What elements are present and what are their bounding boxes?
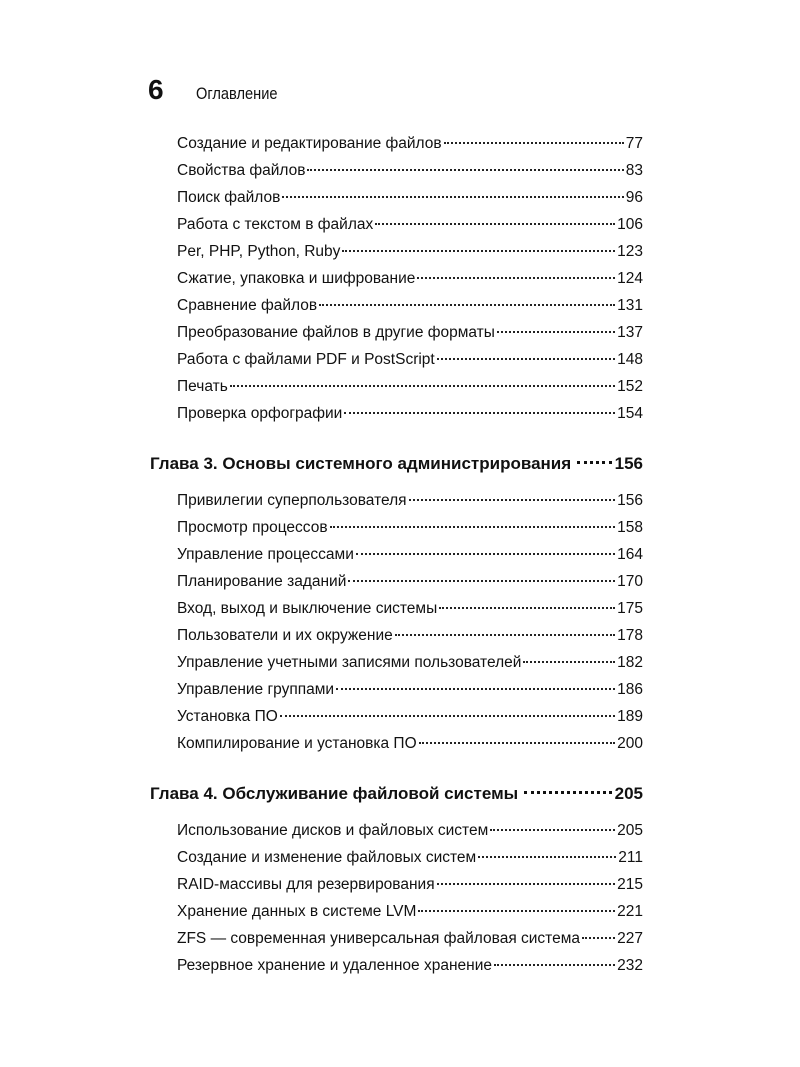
entry-title: Преобразование файлов в другие форматы xyxy=(177,324,495,341)
leader-dots xyxy=(375,222,615,225)
leader-dots xyxy=(577,460,611,464)
toc-entry[interactable] xyxy=(150,898,643,925)
entry-title: Работа с файлами PDF и PostScript xyxy=(177,351,435,368)
toc-entry[interactable] xyxy=(150,514,643,541)
entry-page-number: 148 xyxy=(617,351,643,368)
entry-page-number: 106 xyxy=(617,216,643,233)
toc-entry[interactable] xyxy=(150,676,643,703)
entry-title: Компилирование и установка ПО xyxy=(177,735,417,752)
entry-title: Работа с текстом в файлах xyxy=(177,216,374,233)
toc-entry[interactable] xyxy=(150,952,643,979)
entry-title: Резервное хранение и удаленное хранение xyxy=(177,957,492,974)
leader-dots xyxy=(437,357,615,360)
toc-entry[interactable] xyxy=(150,541,643,568)
toc-entry[interactable] xyxy=(150,487,643,514)
entry-page-number: 123 xyxy=(617,243,643,260)
toc-entry[interactable] xyxy=(150,184,643,211)
entry-page-number: 232 xyxy=(617,957,643,974)
entry-title: Хранение данных в системе LVM xyxy=(177,903,417,920)
entry-page-number: 175 xyxy=(617,600,643,617)
chapter-heading[interactable] xyxy=(150,777,643,811)
toc-entry[interactable] xyxy=(150,925,643,952)
chapter-heading[interactable] xyxy=(150,447,643,481)
leader-dots xyxy=(523,660,615,663)
entry-page-number: 215 xyxy=(617,876,643,893)
page-header xyxy=(148,74,291,106)
leader-dots xyxy=(490,828,615,831)
entry-page-number: 211 xyxy=(618,849,643,866)
toc-entry[interactable] xyxy=(150,265,643,292)
running-title: Оглавление xyxy=(196,84,278,103)
leader-dots xyxy=(307,168,623,171)
entry-title: Привилегии суперпользователя xyxy=(177,492,407,509)
leader-dots xyxy=(230,384,615,387)
entry-page-number: 189 xyxy=(617,708,643,725)
entry-title: Вход, выход и выключение системы xyxy=(177,600,438,617)
entry-title: Сравнение файлов xyxy=(177,297,318,314)
entry-page-number: 200 xyxy=(617,735,643,752)
entry-title: Управление процессами xyxy=(177,546,354,563)
entry-page-number: 156 xyxy=(617,492,643,509)
leader-dots xyxy=(478,855,616,858)
entry-title: Проверка орфографии xyxy=(177,405,343,422)
leader-dots xyxy=(342,249,615,252)
toc-entry[interactable] xyxy=(150,622,643,649)
leader-dots xyxy=(582,936,615,939)
leader-dots xyxy=(417,276,615,279)
entry-title: Управление группами xyxy=(177,681,335,698)
leader-dots xyxy=(282,195,623,198)
leader-dots xyxy=(280,714,615,717)
leader-dots xyxy=(524,790,611,794)
leader-dots xyxy=(336,687,615,690)
entry-page-number: 164 xyxy=(617,546,643,563)
toc-entry[interactable] xyxy=(150,319,643,346)
leader-dots xyxy=(494,963,615,966)
entry-title: Просмотр процессов xyxy=(177,519,328,536)
page-number: 6 xyxy=(148,74,164,105)
toc-entry[interactable] xyxy=(150,211,643,238)
toc-entry[interactable] xyxy=(150,817,643,844)
leader-dots xyxy=(330,525,616,528)
entry-page-number: 221 xyxy=(617,903,643,920)
toc-entry[interactable] xyxy=(150,703,643,730)
leader-dots xyxy=(356,552,615,555)
toc-entry[interactable] xyxy=(150,292,643,319)
toc-entry[interactable] xyxy=(150,649,643,676)
entry-title: Печать xyxy=(177,378,228,395)
leader-dots xyxy=(444,141,624,144)
entry-title: Использование дисков и файловых систем xyxy=(177,822,489,839)
entry-page-number: 131 xyxy=(617,297,643,314)
toc-entry[interactable] xyxy=(150,130,643,157)
leader-dots xyxy=(395,633,615,636)
entry-title: ZFS — современная универсальная файловая система xyxy=(177,930,580,947)
entry-title: Поиск файлов xyxy=(177,189,281,206)
table-of-contents xyxy=(150,130,643,979)
leader-dots xyxy=(319,303,615,306)
entry-page-number: 77 xyxy=(625,135,643,152)
entry-title: RAID-массивы для резервирования xyxy=(177,876,435,893)
entry-page-number: 205 xyxy=(617,822,643,839)
entry-title: Установка ПО xyxy=(177,708,278,725)
entry-page-number: 182 xyxy=(617,654,643,671)
toc-entry[interactable] xyxy=(150,373,643,400)
toc-entry[interactable] xyxy=(150,730,643,757)
chapter-title: Глава 4. Обслуживание файловой системы xyxy=(150,784,519,803)
toc-entry[interactable] xyxy=(150,595,643,622)
toc-entry[interactable] xyxy=(150,871,643,898)
entry-page-number: 227 xyxy=(617,930,643,947)
entry-title: Управление учетными записями пользователей xyxy=(177,654,522,671)
leader-dots xyxy=(437,882,616,885)
entry-page-number: 158 xyxy=(617,519,643,536)
entry-title: Сжатие, упаковка и шифрование xyxy=(177,270,416,287)
chapter-page-number: 156 xyxy=(614,454,643,473)
leader-dots xyxy=(418,909,615,912)
toc-entry[interactable] xyxy=(150,238,643,265)
entry-title: Свойства файлов xyxy=(177,162,306,179)
entry-page-number: 96 xyxy=(625,189,643,206)
entry-title: Создание и изменение файловых систем xyxy=(177,849,477,866)
entry-page-number: 124 xyxy=(617,270,643,287)
chapter-title: Глава 3. Основы системного администрирования xyxy=(150,454,572,473)
toc-entry[interactable] xyxy=(150,157,643,184)
toc-entry[interactable] xyxy=(150,568,643,595)
entry-title: Пользователи и их окружение xyxy=(177,627,393,644)
entry-page-number: 83 xyxy=(625,162,643,179)
entry-page-number: 186 xyxy=(617,681,643,698)
entry-page-number: 178 xyxy=(617,627,643,644)
toc-entry[interactable] xyxy=(150,844,643,871)
chapter-page-number: 205 xyxy=(614,784,643,803)
leader-dots xyxy=(344,411,615,414)
leader-dots xyxy=(348,579,615,582)
entry-page-number: 154 xyxy=(617,405,643,422)
entry-page-number: 170 xyxy=(617,573,643,590)
toc-entry[interactable] xyxy=(150,346,643,373)
entry-title: Планирование заданий xyxy=(177,573,347,590)
leader-dots xyxy=(497,330,615,333)
entry-title: Per, PHP, Python, Ruby xyxy=(177,243,341,260)
leader-dots xyxy=(409,498,616,501)
entry-title: Создание и редактирование файлов xyxy=(177,135,442,152)
entry-page-number: 137 xyxy=(617,324,643,341)
leader-dots xyxy=(439,606,615,609)
toc-entry[interactable] xyxy=(150,400,643,427)
entry-page-number: 152 xyxy=(617,378,643,395)
leader-dots xyxy=(419,741,616,744)
